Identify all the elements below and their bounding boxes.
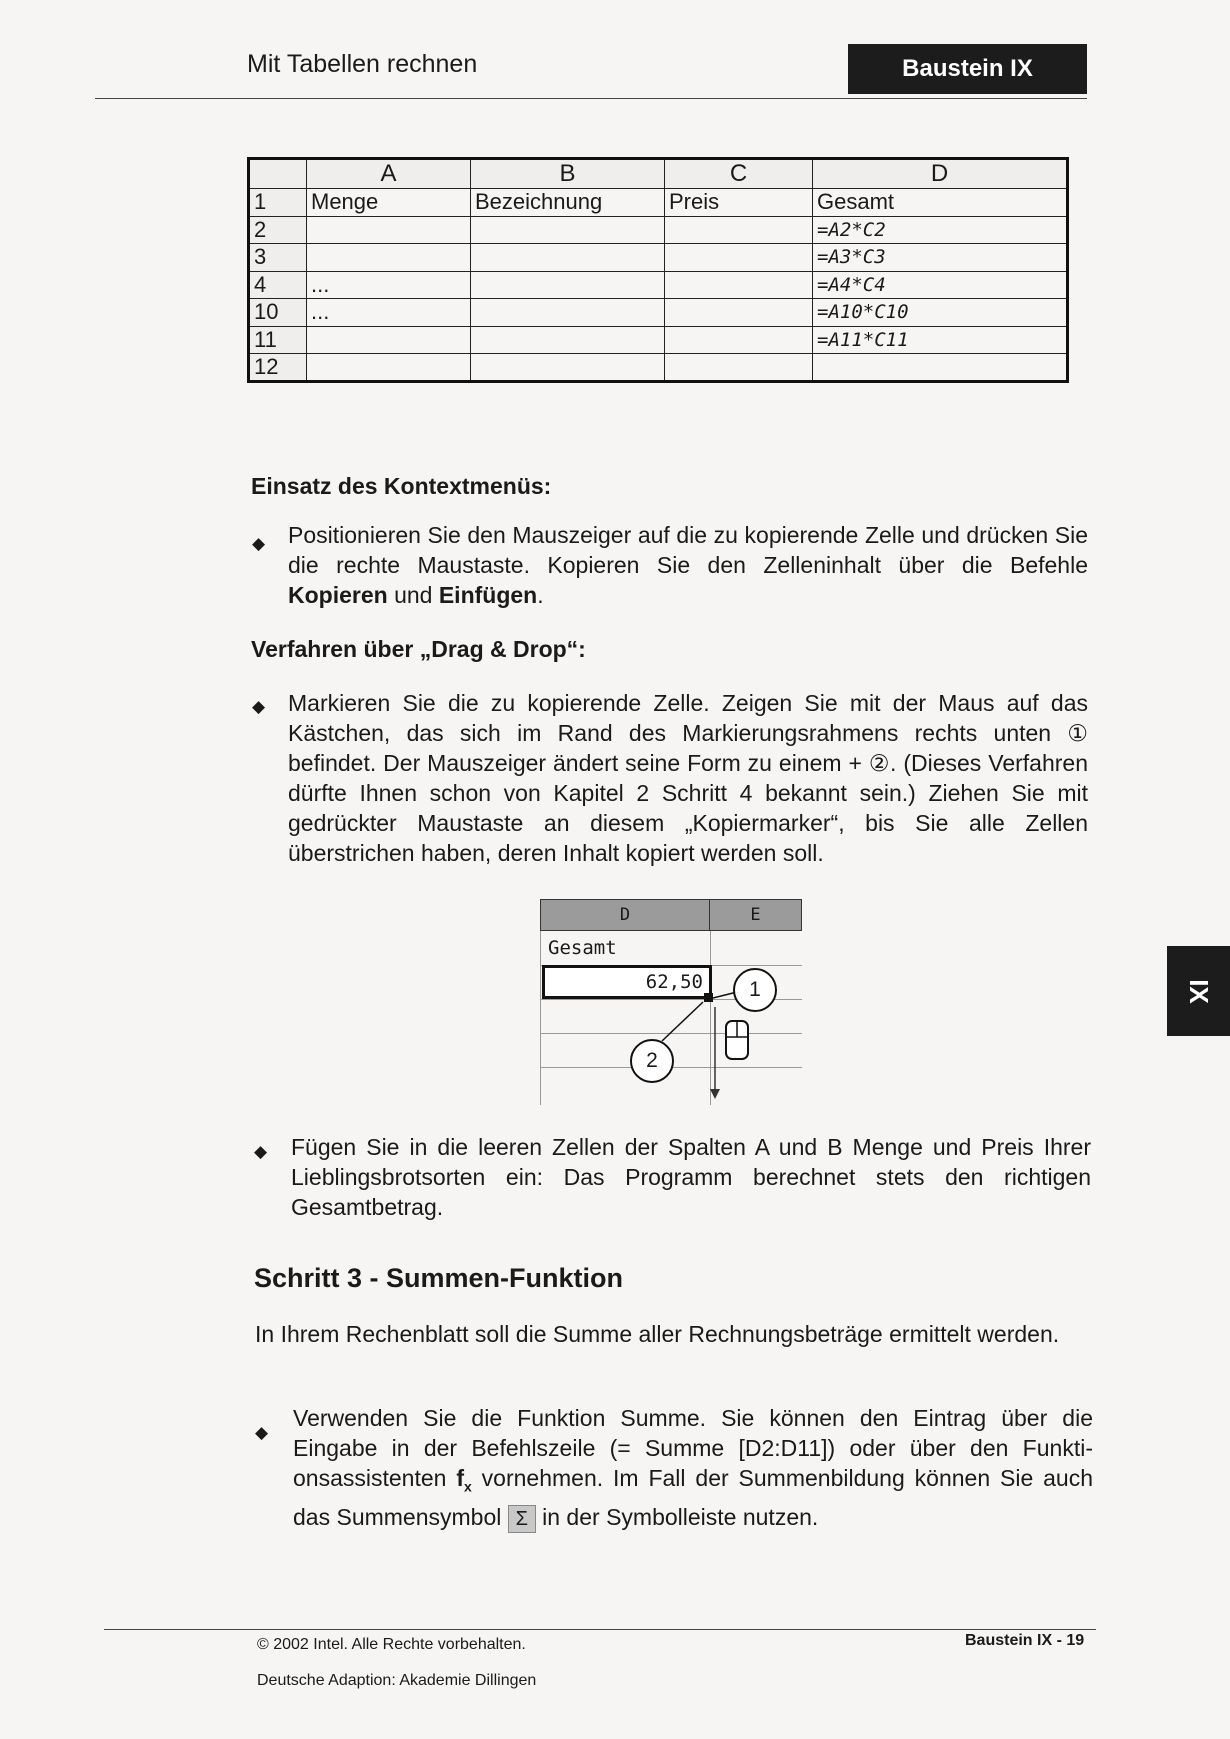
table-cell: [471, 244, 665, 272]
table-cell: [471, 354, 665, 382]
instruction-text: in der Symbolleiste nutzen.: [535, 1503, 819, 1530]
step3-heading: Schritt 3 - Summen-Funktion: [254, 1263, 624, 1293]
table-cell: [307, 244, 471, 272]
row-number: 4: [249, 271, 307, 299]
row-number: 1: [249, 189, 307, 217]
table-row: [249, 326, 1068, 354]
table-cell: Menge: [307, 189, 471, 217]
table-cell: [471, 299, 665, 327]
column-header-d: D: [540, 899, 710, 931]
formula-cell: =A4*C4: [813, 271, 1068, 299]
bullet-diamond-icon: ◆: [252, 697, 266, 716]
table-row: [249, 216, 1068, 244]
header-badge: Baustein IX: [848, 44, 1087, 94]
table-cell: [813, 354, 1068, 382]
bullet-diamond-icon: ◆: [255, 1423, 269, 1442]
bullet-diamond-icon: ◆: [252, 534, 266, 553]
column-header-a: A: [307, 159, 471, 189]
function-wizard-icon: [456, 1465, 472, 1495]
marker-2-callout: 2: [630, 1039, 674, 1083]
chapter-side-tab: [1167, 946, 1230, 1036]
section-heading-context-menu: Einsatz des Kontextmenüs:: [251, 473, 552, 499]
row-number: 10: [249, 299, 307, 327]
table-cell: [665, 271, 813, 299]
table-cell: ...: [307, 299, 471, 327]
formula-cell: =A3*C3: [813, 244, 1068, 272]
selected-cell: 62,50: [542, 965, 712, 999]
instruction-text: .: [537, 582, 544, 608]
footer-divider: [104, 1629, 1096, 1630]
table-header-row: [249, 159, 1068, 189]
formula-cell: =A11*C11: [813, 326, 1068, 354]
footer-copyright: © 2002 Intel. Alle Rechte vorbehalten.: [257, 1636, 526, 1653]
table-row: [249, 271, 1068, 299]
table-cell: Bezeichnung: [471, 189, 665, 217]
column-header-c: C: [665, 159, 813, 189]
instruction-text: und: [387, 582, 439, 608]
table-cell: [665, 216, 813, 244]
drag-drop-instructions: Markieren Sie die zu kopierende Zelle. Zeigen Sie mit der Maus auf das Kästchen, das sich im Rand des Markierungsrahmens rechts unten ① befindet. Der Mauszeiger ändert seine Form zu einem + ②. (Dieses Verfahren dürfte Ihnen schon von Kapitel 2 Schritt 4 bekannt sein.) Ziehen Sie mit gedrückter Maustaste an diesem „Kopiermarker“, bis Sie alle Zellen überstrichen haben, deren Inhalt kopiert werden soll.: [288, 690, 1088, 866]
keyword-kopieren: Kopieren: [288, 582, 388, 608]
instruction-text: Positionieren Sie den Mauszeiger auf die zu kopierende Zelle und drücken Sie die rechte Maustaste. Kopieren Sie den Zelleninhalt über die Befehle: [288, 522, 1088, 578]
formula-cell: =A10*C10: [813, 299, 1068, 327]
section-heading-drag-drop: Verfahren über „Drag & Drop“:: [251, 636, 586, 662]
page-header-title: Mit Tabellen rechnen: [247, 50, 478, 78]
marker-1-callout: 1: [733, 968, 777, 1012]
step3-intro: In Ihrem Rechenblatt soll die Summe aller Rechnungsbeträge ermittelt werden.: [255, 1321, 1060, 1347]
row-number: 3: [249, 244, 307, 272]
corner-cell: [249, 159, 307, 189]
formula-cell: =A2*C2: [813, 216, 1068, 244]
table-cell: Preis: [665, 189, 813, 217]
table-cell: [665, 244, 813, 272]
cell-gesamt-label: Gesamt: [548, 937, 617, 959]
table-cell: Gesamt: [813, 189, 1068, 217]
row-number: 11: [249, 326, 307, 354]
header-divider: [95, 98, 1087, 99]
chapter-side-tab-label: IX: [1183, 978, 1214, 1004]
sum-symbol-icon: Σ: [508, 1505, 536, 1533]
table-cell: ...: [307, 271, 471, 299]
bullet-diamond-icon: ◆: [254, 1142, 268, 1161]
table-cell: [307, 216, 471, 244]
table-cell: [665, 354, 813, 382]
column-header-d: D: [813, 159, 1068, 189]
table-cell: [471, 271, 665, 299]
table-row: [249, 299, 1068, 327]
table-cell: [471, 216, 665, 244]
footer-adaption: Deutsche Adaption: Akademie Dillingen: [257, 1672, 537, 1689]
context-menu-instructions: [288, 520, 1088, 610]
copy-marker-illustration: [540, 899, 802, 1105]
row-number: 2: [249, 216, 307, 244]
table-cell: [665, 299, 813, 327]
fx-subscript: x: [464, 1478, 472, 1495]
table-cell: [307, 354, 471, 382]
table-row: [249, 244, 1068, 272]
keyword-einfuegen: Einfügen: [438, 582, 538, 608]
spreadsheet-table: [247, 157, 1069, 383]
fx-symbol: f: [456, 1465, 464, 1491]
table-cell: [665, 326, 813, 354]
instruction-text: vornehmen. Im Fall der Summenbildung können Sie auch das Summensymbol: [293, 1465, 1093, 1530]
table-row: [249, 189, 1068, 217]
sum-function-instructions: [293, 1403, 1093, 1533]
table-cell: [307, 326, 471, 354]
column-header-e: E: [709, 899, 802, 931]
bread-instructions: Fügen Sie in die leeren Zellen der Spalten A und B Menge und Preis Ihrer Lieblingsbrotsorten ein: Das Programm berechnet stets den richtigen Gesamtbetrag.: [291, 1134, 1091, 1220]
footer-page-number: Baustein IX - 19: [965, 1632, 1085, 1649]
table-cell: [471, 326, 665, 354]
row-number: 12: [249, 354, 307, 382]
table-row: [249, 354, 1068, 382]
instruction-text: Verwenden Sie die Funktion Summe. Sie können den Eintrag über die Eingabe in der Befehlszeile (= Summe [D2:D11]) oder über den Funktionsassistenten: [293, 1405, 1093, 1491]
column-header-b: B: [471, 159, 665, 189]
